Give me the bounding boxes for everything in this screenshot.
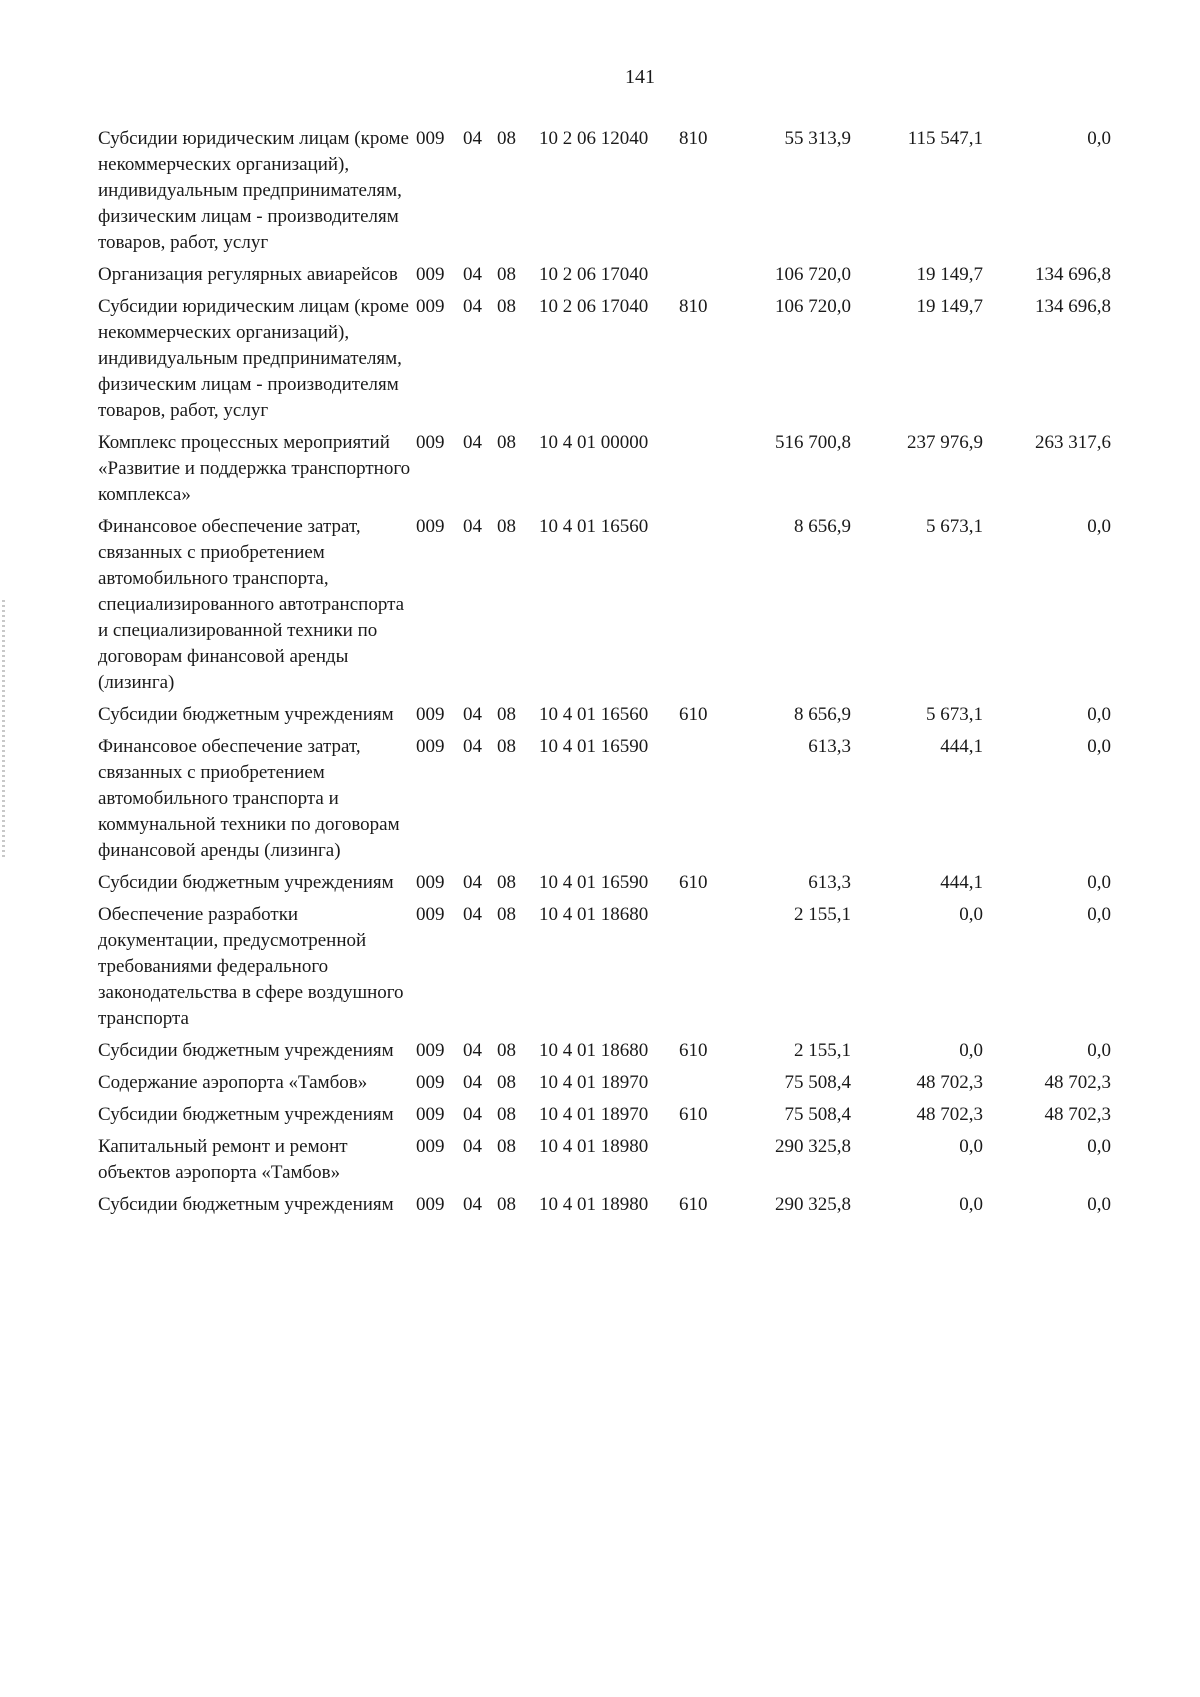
row-amount-year-2: 444,1 — [940, 736, 983, 757]
row-section-code: 04 — [463, 128, 482, 149]
table-row — [98, 262, 1111, 294]
table-row — [98, 1192, 1111, 1224]
row-admin-code: 009 — [416, 1104, 445, 1125]
row-amount-year-2: 0,0 — [959, 1136, 983, 1157]
row-amount-year-3: 0,0 — [1087, 516, 1111, 537]
row-admin-code: 009 — [416, 1194, 445, 1215]
row-target-article: 10 4 01 16590 — [539, 872, 649, 893]
row-name: Субсидии бюджетным учреждениям — [98, 1104, 394, 1125]
table-row — [98, 430, 1111, 514]
row-name: Обеспечение разработки документации, предусмотренной требованиями федерального законодательства в сфере воздушного транспорта — [98, 904, 404, 1029]
row-subsection-code: 08 — [497, 1104, 516, 1125]
row-expense-type: 610 — [679, 1040, 708, 1061]
row-target-article: 10 2 06 12040 — [539, 128, 649, 149]
row-subsection-code: 08 — [497, 1072, 516, 1093]
row-section-code: 04 — [463, 704, 482, 725]
row-name: Капитальный ремонт и ремонт объектов аэропорта «Тамбов» — [98, 1136, 348, 1183]
table-row — [98, 1038, 1111, 1070]
row-subsection-code: 08 — [497, 296, 516, 317]
row-section-code: 04 — [463, 872, 482, 893]
row-amount-year-1: 290 325,8 — [775, 1136, 851, 1157]
row-amount-year-2: 19 149,7 — [916, 296, 983, 317]
row-name: Субсидии бюджетным учреждениям — [98, 704, 394, 725]
row-admin-code: 009 — [416, 264, 445, 285]
row-amount-year-1: 2 155,1 — [794, 904, 851, 925]
row-target-article: 10 4 01 16560 — [539, 704, 649, 725]
row-section-code: 04 — [463, 296, 482, 317]
row-section-code: 04 — [463, 1072, 482, 1093]
table-row — [98, 1070, 1111, 1102]
row-name: Финансовое обеспечение затрат, связанных с приобретением автомобильного транспорта, специализированного автотранспорта и специализированной техники по договорам финансовой аренды (лизинга) — [98, 516, 405, 693]
row-expense-type — [679, 1134, 739, 1192]
row-admin-code: 009 — [416, 516, 445, 537]
scan-margin-mark — [2, 600, 5, 860]
row-amount-year-3: 134 696,8 — [1035, 264, 1111, 285]
budget-table-body — [98, 126, 1111, 1224]
row-section-code: 04 — [463, 264, 482, 285]
row-subsection-code: 08 — [497, 904, 516, 925]
table-row — [98, 702, 1111, 734]
row-name: Финансовое обеспечение затрат, связанных с приобретением автомобильного транспорта и коммунальной техники по договорам финансовой аренды (лизинга) — [98, 736, 400, 861]
row-expense-type: 610 — [679, 704, 708, 725]
row-target-article: 10 4 01 18680 — [539, 1040, 649, 1061]
row-amount-year-2: 237 976,9 — [907, 432, 983, 453]
row-name: Субсидии бюджетным учреждениям — [98, 872, 394, 893]
row-subsection-code: 08 — [497, 516, 516, 537]
row-target-article: 10 4 01 16560 — [539, 516, 649, 537]
row-target-article: 10 4 01 16590 — [539, 736, 649, 757]
row-expense-type: 610 — [679, 1104, 708, 1125]
page-number: 141 — [625, 66, 655, 88]
row-amount-year-3: 134 696,8 — [1035, 296, 1111, 317]
row-amount-year-2: 0,0 — [959, 904, 983, 925]
row-target-article: 10 4 01 18980 — [539, 1194, 649, 1215]
row-amount-year-1: 8 656,9 — [794, 516, 851, 537]
row-subsection-code: 08 — [497, 872, 516, 893]
row-subsection-code: 08 — [497, 1136, 516, 1157]
row-expense-type: 810 — [679, 296, 708, 317]
row-subsection-code: 08 — [497, 736, 516, 757]
row-amount-year-3: 0,0 — [1087, 904, 1111, 925]
row-expense-type — [679, 1070, 739, 1102]
row-section-code: 04 — [463, 1194, 482, 1215]
row-target-article: 10 4 01 18970 — [539, 1072, 649, 1093]
row-amount-year-1: 290 325,8 — [775, 1194, 851, 1215]
row-amount-year-1: 516 700,8 — [775, 432, 851, 453]
row-expense-type: 610 — [679, 1194, 708, 1215]
row-expense-type — [679, 734, 739, 870]
row-amount-year-3: 0,0 — [1087, 1136, 1111, 1157]
row-target-article: 10 2 06 17040 — [539, 296, 649, 317]
table-row — [98, 1134, 1111, 1192]
row-amount-year-3: 0,0 — [1087, 1194, 1111, 1215]
table-row — [98, 902, 1111, 1038]
row-admin-code: 009 — [416, 904, 445, 925]
row-amount-year-3: 0,0 — [1087, 736, 1111, 757]
row-subsection-code: 08 — [497, 1194, 516, 1215]
row-section-code: 04 — [463, 1040, 482, 1061]
row-section-code: 04 — [463, 1104, 482, 1125]
row-amount-year-2: 5 673,1 — [926, 704, 983, 725]
row-amount-year-3: 263 317,6 — [1035, 432, 1111, 453]
row-target-article: 10 4 01 18970 — [539, 1104, 649, 1125]
row-target-article: 10 4 01 00000 — [539, 432, 649, 453]
row-amount-year-2: 48 702,3 — [916, 1072, 983, 1093]
row-name: Комплекс процессных мероприятий «Развитие и поддержка транспортного комплекса» — [98, 432, 411, 505]
row-amount-year-1: 75 508,4 — [784, 1072, 851, 1093]
row-expense-type — [679, 262, 739, 294]
row-amount-year-1: 106 720,0 — [775, 296, 851, 317]
table-row — [98, 514, 1111, 702]
row-expense-type: 810 — [679, 128, 708, 149]
row-admin-code: 009 — [416, 1040, 445, 1061]
row-amount-year-2: 5 673,1 — [926, 516, 983, 537]
table-row — [98, 126, 1111, 262]
row-amount-year-3: 0,0 — [1087, 872, 1111, 893]
row-expense-type — [679, 430, 739, 514]
row-amount-year-2: 0,0 — [959, 1194, 983, 1215]
row-subsection-code: 08 — [497, 1040, 516, 1061]
row-amount-year-1: 613,3 — [808, 872, 851, 893]
row-amount-year-2: 48 702,3 — [916, 1104, 983, 1125]
row-subsection-code: 08 — [497, 704, 516, 725]
row-section-code: 04 — [463, 904, 482, 925]
row-amount-year-1: 75 508,4 — [784, 1104, 851, 1125]
table-row — [98, 1102, 1111, 1134]
row-section-code: 04 — [463, 736, 482, 757]
row-section-code: 04 — [463, 432, 482, 453]
row-name: Субсидии юридическим лицам (кроме некоммерческих организаций), индивидуальным предпринимателям, физическим лицам - производителям товаров, работ, услуг — [98, 296, 409, 421]
row-subsection-code: 08 — [497, 264, 516, 285]
table-row — [98, 734, 1111, 870]
row-name: Субсидии бюджетным учреждениям — [98, 1194, 394, 1215]
row-expense-type: 610 — [679, 872, 708, 893]
row-amount-year-3: 0,0 — [1087, 1040, 1111, 1061]
row-amount-year-1: 8 656,9 — [794, 704, 851, 725]
row-amount-year-2: 0,0 — [959, 1040, 983, 1061]
row-name: Организация регулярных авиарейсов — [98, 264, 398, 285]
row-amount-year-2: 444,1 — [940, 872, 983, 893]
row-amount-year-3: 48 702,3 — [1044, 1072, 1111, 1093]
row-admin-code: 009 — [416, 872, 445, 893]
budget-table — [98, 126, 1111, 1224]
row-admin-code: 009 — [416, 432, 445, 453]
row-target-article: 10 4 01 18680 — [539, 904, 649, 925]
row-expense-type — [679, 902, 739, 1038]
row-amount-year-3: 0,0 — [1087, 704, 1111, 725]
row-amount-year-1: 106 720,0 — [775, 264, 851, 285]
row-admin-code: 009 — [416, 1072, 445, 1093]
row-name: Субсидии бюджетным учреждениям — [98, 1040, 394, 1061]
row-amount-year-1: 613,3 — [808, 736, 851, 757]
row-amount-year-2: 19 149,7 — [916, 264, 983, 285]
row-amount-year-2: 115 547,1 — [907, 128, 983, 149]
row-admin-code: 009 — [416, 296, 445, 317]
row-name: Содержание аэропорта «Тамбов» — [98, 1072, 368, 1093]
table-row — [98, 870, 1111, 902]
row-amount-year-3: 48 702,3 — [1044, 1104, 1111, 1125]
row-subsection-code: 08 — [497, 128, 516, 149]
row-subsection-code: 08 — [497, 432, 516, 453]
row-section-code: 04 — [463, 1136, 482, 1157]
row-admin-code: 009 — [416, 704, 445, 725]
row-amount-year-1: 55 313,9 — [784, 128, 851, 149]
row-admin-code: 009 — [416, 736, 445, 757]
row-section-code: 04 — [463, 516, 482, 537]
row-expense-type — [679, 514, 739, 702]
row-name: Субсидии юридическим лицам (кроме некоммерческих организаций), индивидуальным предпринимателям, физическим лицам - производителям товаров, работ, услуг — [98, 128, 409, 253]
row-target-article: 10 2 06 17040 — [539, 264, 649, 285]
table-row — [98, 294, 1111, 430]
row-amount-year-3: 0,0 — [1087, 128, 1111, 149]
row-target-article: 10 4 01 18980 — [539, 1136, 649, 1157]
row-amount-year-1: 2 155,1 — [794, 1040, 851, 1061]
row-admin-code: 009 — [416, 128, 445, 149]
row-admin-code: 009 — [416, 1136, 445, 1157]
